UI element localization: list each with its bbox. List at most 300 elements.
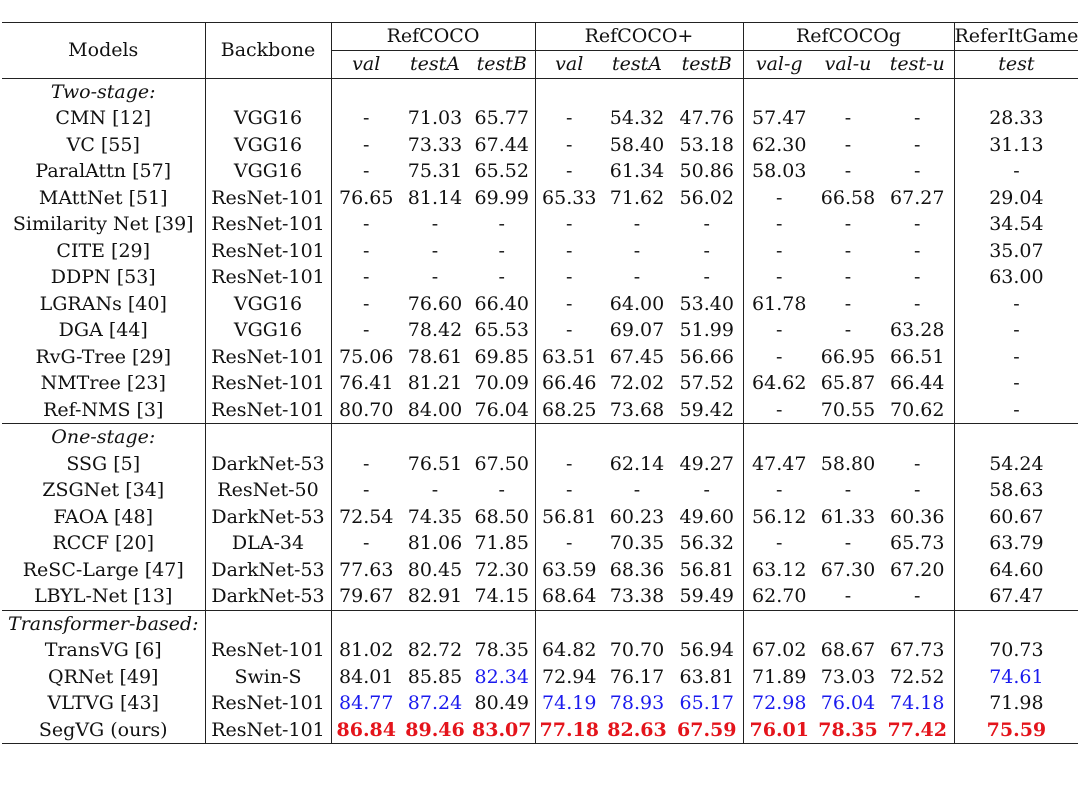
metric-value: 65.52 (469, 158, 535, 185)
metric-value: 70.62 (881, 397, 954, 424)
metric-value: 58.63 (989, 479, 1044, 502)
table-row (2, 637, 1078, 664)
metric-value: 72.30 (469, 557, 535, 584)
metric-value: - (566, 160, 573, 183)
empty-cell (881, 610, 954, 637)
empty-cell (469, 424, 535, 451)
metric-value: 76.17 (609, 665, 665, 688)
metric-value: - (671, 477, 743, 504)
metric-value: 79.67 (339, 585, 394, 608)
metric-value: 68.64 (542, 585, 597, 608)
metric-value: - (776, 266, 783, 289)
metric-value: 72.02 (609, 372, 665, 395)
table-row (2, 717, 1078, 744)
model-name: CITE [29] (2, 238, 205, 265)
metric-value: - (363, 532, 370, 555)
metric-value: - (881, 105, 954, 132)
model-name: RCCF [20] (2, 530, 205, 557)
metric-value: - (363, 319, 370, 342)
metric-value: - (566, 213, 573, 236)
metric-value: - (671, 238, 743, 265)
backbone-name: ResNet-101 (205, 344, 331, 371)
metric-value: 85.85 (407, 665, 463, 688)
metric-value: - (431, 266, 439, 289)
metric-value: 77.42 (881, 717, 954, 744)
split-header: testA (612, 53, 662, 75)
metric-value: 76.04 (469, 397, 535, 424)
table-row (2, 504, 1078, 531)
metric-value: 67.50 (469, 451, 535, 478)
metric-value: 82.63 (603, 717, 671, 744)
metric-value: 69.99 (469, 185, 535, 212)
metric-value: - (844, 266, 852, 289)
metric-value: 57.47 (752, 107, 807, 130)
empty-cell (469, 610, 535, 637)
metric-value: - (469, 238, 535, 265)
empty-cell (881, 78, 954, 105)
model-name: ZSGNet [34] (2, 477, 205, 504)
table-row (2, 158, 1078, 185)
metric-value: 60.67 (989, 505, 1044, 528)
metric-value: - (844, 239, 852, 262)
metric-value: - (1013, 398, 1020, 421)
metric-value: - (671, 211, 743, 238)
metric-value: 78.35 (469, 637, 535, 664)
backbone-name: ResNet-101 (205, 264, 331, 291)
metric-value: - (844, 213, 852, 236)
metric-value: - (633, 479, 641, 502)
metric-value: 62.14 (609, 452, 665, 475)
metric-value: 68.25 (542, 398, 597, 421)
table-row (2, 344, 1078, 371)
metric-value: - (431, 213, 439, 236)
empty-cell (205, 78, 331, 105)
metric-value: 70.35 (609, 532, 665, 555)
empty-cell (881, 424, 954, 451)
metric-value: 62.70 (752, 585, 807, 608)
metric-value: 73.03 (820, 665, 876, 688)
metric-value: - (363, 239, 370, 262)
model-name: DDPN [53] (2, 264, 205, 291)
empty-cell (331, 610, 401, 637)
model-name: SegVG (ours) (2, 717, 205, 744)
metric-value: 80.45 (407, 558, 463, 581)
metric-value: 28.33 (989, 107, 1044, 130)
empty-cell (954, 78, 1078, 105)
metric-value: 64.00 (609, 292, 665, 315)
metric-value: 71.98 (989, 692, 1044, 715)
metric-value: 59.49 (671, 583, 743, 610)
metric-value: 31.13 (989, 133, 1044, 156)
models-header: Models (2, 23, 205, 79)
metric-value: 68.36 (609, 558, 665, 581)
metric-value: 63.81 (671, 664, 743, 691)
table-row (2, 264, 1078, 291)
metric-value: 64.60 (989, 558, 1044, 581)
metric-value: 66.46 (542, 372, 597, 395)
metric-value: - (363, 266, 370, 289)
metric-value: 49.60 (671, 504, 743, 531)
metric-value: 56.94 (671, 637, 743, 664)
metric-value: 60.23 (609, 505, 665, 528)
empty-cell (401, 610, 469, 637)
metric-value: - (566, 239, 573, 262)
empty-cell (954, 610, 1078, 637)
backbone-name: DarkNet-53 (205, 504, 331, 531)
empty-cell (205, 424, 331, 451)
section-header-row (2, 78, 1078, 105)
metric-value: - (844, 319, 852, 342)
metric-value: 84.00 (407, 398, 463, 421)
metric-value: 82.34 (469, 664, 535, 691)
metric-value: 68.67 (820, 639, 876, 662)
metric-value: 67.02 (752, 639, 807, 662)
metric-value: 65.53 (469, 317, 535, 344)
metric-value: 59.42 (671, 397, 743, 424)
metric-value: 87.24 (407, 692, 463, 715)
section-title: Two-stage: (2, 78, 205, 105)
metric-value: - (469, 211, 535, 238)
metric-value: 67.59 (671, 717, 743, 744)
model-name: SSG [5] (2, 451, 205, 478)
metric-value: 66.51 (881, 344, 954, 371)
metric-value: - (566, 452, 573, 475)
section-title: One-stage: (2, 424, 205, 451)
metric-value: - (881, 211, 954, 238)
metric-value: 81.14 (407, 186, 463, 209)
empty-cell (331, 78, 401, 105)
metric-value: - (776, 319, 783, 342)
metric-value: - (469, 477, 535, 504)
metric-value: 81.21 (407, 372, 463, 395)
model-name: MAttNet [51] (2, 185, 205, 212)
metric-value: - (881, 451, 954, 478)
metric-value: 63.00 (989, 266, 1044, 289)
model-name: Ref-NMS [3] (2, 397, 205, 424)
metric-value: 56.02 (671, 185, 743, 212)
metric-value: 86.84 (331, 717, 401, 744)
split-header: testA (410, 53, 460, 75)
group-header-referitgame: ReferItGame (954, 23, 1078, 51)
metric-value: 82.72 (407, 639, 463, 662)
metric-value: 71.62 (609, 186, 665, 209)
backbone-name: ResNet-101 (205, 185, 331, 212)
metric-value: - (1013, 319, 1020, 342)
metric-value: - (566, 532, 573, 555)
empty-cell (603, 78, 671, 105)
metric-value: 72.54 (339, 505, 394, 528)
metric-value: 61.78 (752, 292, 807, 315)
metric-value: 61.34 (609, 160, 665, 183)
backbone-name: DarkNet-53 (205, 583, 331, 610)
metric-value: 89.46 (401, 717, 469, 744)
metric-value: 76.04 (820, 692, 876, 715)
metric-value: 74.19 (542, 692, 597, 715)
metric-value: 57.52 (671, 370, 743, 397)
empty-cell (205, 610, 331, 637)
metric-value: 72.52 (881, 664, 954, 691)
backbone-name: VGG16 (205, 105, 331, 132)
split-header: val-g (755, 53, 803, 75)
metric-value: 77.63 (339, 558, 394, 581)
table-row (2, 105, 1078, 132)
metric-value: 65.17 (671, 690, 743, 717)
metric-value: - (844, 133, 852, 156)
metric-value: - (881, 264, 954, 291)
metric-value: 81.02 (339, 639, 394, 662)
table-row (2, 317, 1078, 344)
metric-value: 66.44 (881, 370, 954, 397)
split-header: test-u (881, 50, 954, 78)
metric-value: 76.41 (339, 372, 394, 395)
section-header-row (2, 610, 1078, 637)
table-row (2, 557, 1078, 584)
backbone-name: VGG16 (205, 158, 331, 185)
metric-value: 73.68 (609, 398, 665, 421)
empty-cell (535, 78, 603, 105)
empty-cell (815, 78, 881, 105)
metric-value: 69.85 (469, 344, 535, 371)
metric-value: 71.89 (752, 665, 807, 688)
metric-value: 72.94 (542, 665, 597, 688)
metric-value: - (881, 238, 954, 265)
empty-cell (401, 78, 469, 105)
metric-value: 47.47 (752, 452, 807, 475)
metric-value: 66.40 (469, 291, 535, 318)
backbone-name: VGG16 (205, 291, 331, 318)
empty-cell (743, 78, 815, 105)
backbone-name: ResNet-101 (205, 211, 331, 238)
split-header: val-u (824, 53, 872, 75)
table-row (2, 530, 1078, 557)
backbone-header: Backbone (205, 23, 331, 79)
metric-value: 74.15 (469, 583, 535, 610)
metric-value: 67.27 (881, 185, 954, 212)
model-name: VC [55] (2, 132, 205, 159)
metric-value: - (633, 239, 641, 262)
empty-cell (535, 610, 603, 637)
metric-value: - (776, 479, 783, 502)
metric-value: 73.33 (407, 133, 463, 156)
metric-value: - (776, 213, 783, 236)
table-row (2, 451, 1078, 478)
metric-value: - (776, 239, 783, 262)
metric-value: 63.12 (752, 558, 807, 581)
table-row (2, 211, 1078, 238)
metric-value: - (844, 292, 852, 315)
metric-value: - (363, 133, 370, 156)
metric-value: - (566, 266, 573, 289)
metric-value: 66.95 (820, 345, 876, 368)
metric-value: - (469, 264, 535, 291)
empty-cell (535, 424, 603, 451)
table-row (2, 477, 1078, 504)
model-name: TransVG [6] (2, 637, 205, 664)
empty-cell (603, 424, 671, 451)
backbone-name: Swin-S (205, 664, 331, 691)
backbone-name: DarkNet-53 (205, 451, 331, 478)
metric-value: 70.09 (469, 370, 535, 397)
metric-value: 56.81 (542, 505, 597, 528)
metric-value: 53.18 (671, 132, 743, 159)
split-header: testB (671, 50, 743, 78)
backbone-name: ResNet-101 (205, 370, 331, 397)
metric-value: 53.40 (671, 291, 743, 318)
metric-value: - (566, 479, 573, 502)
metric-value: 78.93 (609, 692, 665, 715)
table-row (2, 397, 1078, 424)
metric-value: 58.40 (609, 133, 665, 156)
metric-value: 54.24 (989, 452, 1044, 475)
metric-value: - (566, 319, 573, 342)
metric-value: 64.82 (542, 639, 597, 662)
model-name: QRNet [49] (2, 664, 205, 691)
metric-value: - (671, 264, 743, 291)
metric-value: 56.32 (671, 530, 743, 557)
backbone-name: ResNet-101 (205, 690, 331, 717)
backbone-name: VGG16 (205, 317, 331, 344)
metric-value: 68.50 (469, 504, 535, 531)
metric-value: 65.73 (881, 530, 954, 557)
header-row-groups (2, 23, 1078, 51)
metric-value: 82.91 (407, 585, 463, 608)
metric-value: 67.47 (989, 585, 1044, 608)
metric-value: - (844, 160, 852, 183)
metric-value: - (776, 186, 783, 209)
table-row (2, 238, 1078, 265)
metric-value: 75.06 (339, 345, 394, 368)
metric-value: - (1013, 292, 1020, 315)
metric-value: 80.49 (469, 690, 535, 717)
metric-value: - (844, 107, 852, 130)
metric-value: 34.54 (989, 213, 1044, 236)
backbone-name: DLA-34 (205, 530, 331, 557)
empty-cell (743, 610, 815, 637)
metric-value: - (431, 239, 439, 262)
table-row (2, 291, 1078, 318)
metric-value: - (1013, 345, 1020, 368)
empty-cell (815, 610, 881, 637)
metric-value: 81.06 (407, 532, 463, 555)
metric-value: 70.73 (989, 639, 1044, 662)
metric-value: - (566, 107, 573, 130)
metric-value: 71.03 (407, 107, 463, 130)
metric-value: 60.36 (881, 504, 954, 531)
model-name: ReSC-Large [47] (2, 557, 205, 584)
results-table (2, 22, 1078, 744)
model-name: LBYL-Net [13] (2, 583, 205, 610)
metric-value: - (881, 477, 954, 504)
metric-value: 71.85 (469, 530, 535, 557)
empty-cell (743, 424, 815, 451)
metric-value: - (363, 292, 370, 315)
metric-value: - (566, 133, 573, 156)
metric-value: 80.70 (339, 398, 394, 421)
metric-value: 70.55 (820, 398, 876, 421)
metric-value: - (844, 585, 852, 608)
model-name: RvG-Tree [29] (2, 344, 205, 371)
metric-value: 63.51 (542, 345, 597, 368)
metric-value: 65.87 (820, 372, 876, 395)
metric-value: 62.30 (752, 133, 807, 156)
metric-value: - (363, 160, 370, 183)
metric-value: 64.62 (752, 372, 807, 395)
metric-value: - (566, 292, 573, 315)
metric-value: 63.28 (881, 317, 954, 344)
metric-value: 75.59 (954, 717, 1078, 744)
metric-value: - (363, 213, 370, 236)
split-header: val (352, 53, 381, 75)
model-name: NMTree [23] (2, 370, 205, 397)
metric-value: 65.77 (469, 105, 535, 132)
backbone-name: ResNet-101 (205, 717, 331, 744)
table-row (2, 583, 1078, 610)
metric-value: 84.77 (339, 692, 394, 715)
metric-value: 74.18 (881, 690, 954, 717)
group-header-refcoco: RefCOCO (331, 23, 535, 51)
metric-value: 58.03 (752, 160, 807, 183)
metric-value: - (363, 452, 370, 475)
metric-value: - (881, 132, 954, 159)
group-header-refcocog: RefCOCOg (743, 23, 954, 51)
metric-value: 29.04 (989, 186, 1044, 209)
table-row (2, 370, 1078, 397)
empty-cell (469, 78, 535, 105)
metric-value: 63.79 (989, 532, 1044, 555)
split-header: val (555, 53, 584, 75)
backbone-name: DarkNet-53 (205, 557, 331, 584)
metric-value: 67.73 (881, 637, 954, 664)
metric-value: - (881, 291, 954, 318)
metric-value: 72.98 (752, 692, 807, 715)
metric-value: - (363, 107, 370, 130)
metric-value: - (363, 479, 370, 502)
backbone-name: VGG16 (205, 132, 331, 159)
metric-value: 83.07 (469, 717, 535, 744)
metric-value: 77.18 (535, 717, 603, 744)
metric-value: - (776, 532, 783, 555)
metric-value: 74.35 (407, 505, 463, 528)
section-title: Transformer-based: (2, 610, 205, 637)
model-name: VLTVG [43] (2, 690, 205, 717)
metric-value: 76.65 (339, 186, 394, 209)
empty-cell (815, 424, 881, 451)
metric-value: 78.35 (815, 717, 881, 744)
metric-value: - (776, 345, 783, 368)
backbone-name: ResNet-101 (205, 637, 331, 664)
backbone-name: ResNet-50 (205, 477, 331, 504)
metric-value: - (1013, 160, 1020, 183)
metric-value: - (776, 398, 783, 421)
empty-cell (603, 610, 671, 637)
metric-value: 47.76 (671, 105, 743, 132)
metric-value: 65.33 (542, 186, 597, 209)
model-name: Similarity Net [39] (2, 211, 205, 238)
empty-cell (671, 610, 743, 637)
table-row (2, 690, 1078, 717)
metric-value: 66.58 (820, 186, 876, 209)
metric-value: - (633, 213, 641, 236)
metric-value: 51.99 (671, 317, 743, 344)
metric-value: - (844, 532, 852, 555)
model-name: DGA [44] (2, 317, 205, 344)
metric-value: - (844, 479, 852, 502)
metric-value: 54.32 (609, 107, 665, 130)
metric-value: 61.33 (820, 505, 876, 528)
model-name: ParalAttn [57] (2, 158, 205, 185)
empty-cell (331, 424, 401, 451)
metric-value: 67.44 (469, 132, 535, 159)
